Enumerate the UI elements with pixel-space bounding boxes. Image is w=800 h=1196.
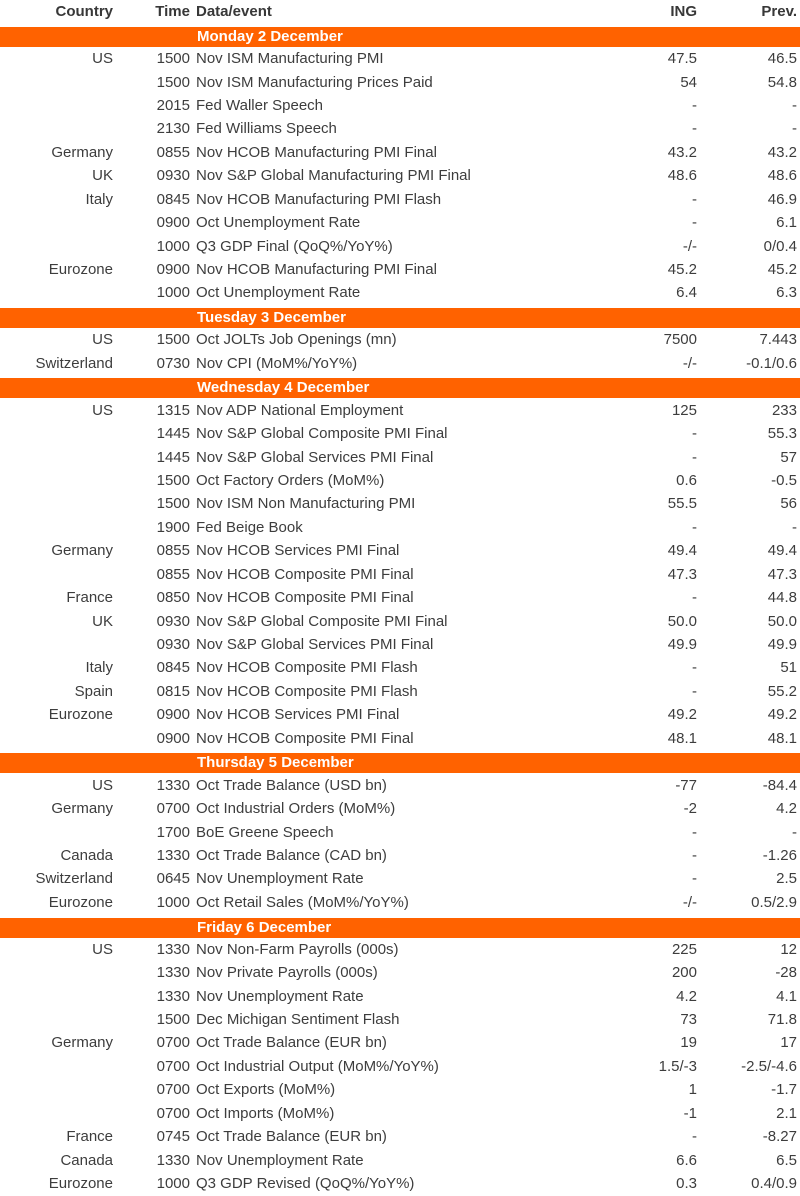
ing-forecast-cell: 49.4: [667, 542, 697, 560]
previous-value-cell: -8.27: [762, 1128, 797, 1146]
country-cell: [0, 633, 113, 656]
event-cell: Oct Exports (MoM%): [196, 1081, 336, 1099]
event-cell: Nov ISM Manufacturing PMI: [196, 50, 384, 68]
event-cell: Nov HCOB Composite PMI Flash: [196, 682, 418, 700]
time-cell: 0930: [156, 636, 190, 654]
ing-forecast-cell: -: [692, 425, 697, 443]
ing-forecast-cell: 48.1: [667, 729, 697, 747]
previous-value-cell: 48.6: [767, 167, 797, 185]
ing-forecast-cell: 7500: [663, 331, 697, 349]
event-cell: Q3 GDP Revised (QoQ%/YoY%): [196, 1175, 415, 1193]
time-cell: 1500: [156, 1011, 190, 1029]
time-cell: 0700: [156, 1057, 190, 1075]
country-cell: [0, 727, 113, 750]
calendar-row: [0, 938, 800, 961]
previous-value-cell: 55.3: [767, 425, 797, 443]
country-cell: [0, 1055, 113, 1078]
previous-value-cell: 55.2: [767, 682, 797, 700]
calendar-row: [0, 1102, 800, 1125]
calendar-row: [0, 492, 800, 515]
time-cell: 0900: [156, 729, 190, 747]
country-cell: Spain: [74, 682, 113, 700]
ing-forecast-cell: -: [692, 190, 697, 208]
ing-forecast-cell: 47.5: [667, 50, 697, 68]
previous-value-cell: -84.4: [762, 776, 797, 794]
previous-value-cell: 56: [780, 495, 797, 513]
calendar-row: [0, 516, 800, 539]
calendar-row: [0, 117, 800, 140]
country-cell: Eurozone: [48, 893, 113, 911]
time-cell: 0700: [156, 800, 190, 818]
previous-value-cell: 46.9: [767, 190, 797, 208]
previous-value-cell: -1.7: [771, 1081, 797, 1099]
time-cell: 1900: [156, 518, 190, 536]
ing-forecast-cell: -: [692, 823, 697, 841]
time-cell: 0745: [156, 1128, 190, 1146]
calendar-row: [0, 94, 800, 117]
previous-value-cell: 0/0.4: [763, 237, 797, 255]
country-cell: US: [92, 331, 113, 349]
time-cell: 1330: [156, 987, 190, 1005]
previous-value-cell: 4.1: [776, 987, 797, 1005]
previous-value-cell: -28: [775, 964, 797, 982]
ing-forecast-cell: -: [692, 870, 697, 888]
country-cell: Eurozone: [48, 261, 113, 279]
ing-forecast-cell: -77: [675, 776, 697, 794]
event-cell: Fed Waller Speech: [196, 96, 324, 114]
country-cell: Germany: [51, 800, 113, 818]
ing-forecast-cell: 48.6: [667, 167, 697, 185]
event-cell: Nov Unemployment Rate: [196, 1151, 364, 1169]
day-section-row: [0, 23, 800, 46]
previous-value-cell: 45.2: [767, 261, 797, 279]
calendar-row: [0, 867, 800, 890]
country-cell: [0, 70, 113, 93]
calendar-row: [0, 773, 800, 796]
calendar-row: [0, 727, 800, 750]
previous-value-cell: 6.5: [776, 1151, 797, 1169]
event-cell: Nov HCOB Composite PMI Flash: [196, 659, 418, 677]
event-cell: Oct Trade Balance (EUR bn): [196, 1128, 387, 1146]
calendar-row: [0, 820, 800, 843]
country-cell: UK: [92, 167, 113, 185]
day-section-header: Thursday 5 December: [0, 753, 800, 773]
calendar-row: [0, 563, 800, 586]
event-cell: Nov Unemployment Rate: [196, 987, 364, 1005]
calendar-row: [0, 234, 800, 257]
previous-value-cell: 47.3: [767, 565, 797, 583]
ing-forecast-cell: 55.5: [667, 495, 697, 513]
time-cell: 2130: [156, 120, 190, 138]
calendar-row: [0, 164, 800, 187]
ing-forecast-cell: 49.2: [667, 706, 697, 724]
calendar-row: [0, 211, 800, 234]
ing-forecast-cell: -: [692, 518, 697, 536]
calendar-row: [0, 1078, 800, 1101]
day-section-cell: [0, 23, 800, 46]
ing-forecast-cell: 73: [680, 1011, 697, 1029]
event-cell: Nov HCOB Manufacturing PMI Final: [196, 143, 437, 161]
time-cell: 0700: [156, 1034, 190, 1052]
time-cell: 0850: [156, 589, 190, 607]
calendar-row: [0, 633, 800, 656]
event-cell: Nov HCOB Composite PMI Final: [196, 589, 414, 607]
previous-value-cell: 46.5: [767, 50, 797, 68]
time-cell: 0930: [156, 612, 190, 630]
calendar-row: [0, 422, 800, 445]
day-section-row: [0, 914, 800, 937]
time-cell: 0855: [156, 542, 190, 560]
time-cell: 0730: [156, 354, 190, 372]
day-section-header: Monday 2 December: [0, 27, 800, 47]
country-cell: Germany: [51, 542, 113, 560]
column-header-ing: ING: [670, 3, 697, 21]
ing-forecast-cell: -: [692, 1128, 697, 1146]
country-cell: Italy: [85, 190, 113, 208]
calendar-row: [0, 961, 800, 984]
previous-value-cell: 0.5/2.9: [751, 893, 797, 911]
country-cell: Eurozone: [48, 706, 113, 724]
ing-forecast-cell: 4.2: [676, 987, 697, 1005]
event-cell: Fed Williams Speech: [196, 120, 337, 138]
time-cell: 0930: [156, 167, 190, 185]
time-cell: 1330: [156, 964, 190, 982]
column-header-time: Time: [155, 3, 190, 21]
country-cell: US: [92, 776, 113, 794]
ing-forecast-cell: -: [692, 846, 697, 864]
event-cell: Nov S&P Global Services PMI Final: [196, 448, 434, 466]
event-cell: Oct Imports (MoM%): [196, 1104, 335, 1122]
country-cell: Eurozone: [48, 1175, 113, 1193]
previous-value-cell: 6.1: [776, 214, 797, 232]
previous-value-cell: 233: [771, 401, 797, 419]
calendar-row: [0, 258, 800, 281]
event-cell: Fed Beige Book: [196, 518, 303, 536]
ing-forecast-cell: 6.4: [676, 284, 697, 302]
calendar-row: [0, 703, 800, 726]
time-cell: 1000: [156, 284, 190, 302]
previous-value-cell: 49.2: [767, 706, 797, 724]
event-cell: Nov S&P Global Services PMI Final: [196, 636, 434, 654]
country-cell: [0, 984, 113, 1007]
previous-value-cell: 4.2: [776, 800, 797, 818]
calendar-row: [0, 1055, 800, 1078]
calendar-row: [0, 70, 800, 93]
country-cell: Canada: [60, 846, 113, 864]
country-cell: US: [92, 50, 113, 68]
previous-value-cell: 0.4/0.9: [751, 1175, 797, 1193]
ing-forecast-cell: -: [692, 96, 697, 114]
event-cell: Oct Trade Balance (USD bn): [196, 776, 387, 794]
time-cell: 0855: [156, 565, 190, 583]
previous-value-cell: -0.1/0.6: [746, 354, 797, 372]
calendar-row: [0, 586, 800, 609]
time-cell: 1330: [156, 846, 190, 864]
previous-value-cell: -2.5/-4.6: [741, 1057, 797, 1075]
previous-value-cell: -: [792, 823, 797, 841]
previous-value-cell: 44.8: [767, 589, 797, 607]
country-cell: [0, 281, 113, 304]
previous-value-cell: 49.9: [767, 636, 797, 654]
country-cell: US: [92, 940, 113, 958]
ing-forecast-cell: 1: [688, 1081, 697, 1099]
event-cell: Oct JOLTs Job Openings (mn): [196, 331, 397, 349]
country-cell: [0, 469, 113, 492]
time-cell: 1500: [156, 471, 190, 489]
ing-forecast-cell: 45.2: [667, 261, 697, 279]
time-cell: 0855: [156, 143, 190, 161]
ing-forecast-cell: -1: [683, 1104, 697, 1122]
time-cell: 1500: [156, 495, 190, 513]
time-cell: 1445: [156, 448, 190, 466]
calendar-row: [0, 445, 800, 468]
ing-forecast-cell: 47.3: [667, 565, 697, 583]
previous-value-cell: 6.3: [776, 284, 797, 302]
ing-forecast-cell: 49.9: [667, 636, 697, 654]
calendar-row: [0, 984, 800, 1007]
time-cell: 1000: [156, 893, 190, 911]
calendar-row: [0, 680, 800, 703]
ing-forecast-cell: 54: [680, 73, 697, 91]
event-cell: Nov S&P Global Manufacturing PMI Final: [196, 167, 471, 185]
event-cell: Nov HCOB Services PMI Final: [196, 542, 400, 560]
event-cell: Oct Trade Balance (CAD bn): [196, 846, 387, 864]
event-cell: BoE Greene Speech: [196, 823, 334, 841]
day-section-row: [0, 305, 800, 328]
calendar-row: [0, 609, 800, 632]
previous-value-cell: -0.5: [771, 471, 797, 489]
event-cell: Nov HCOB Composite PMI Final: [196, 565, 414, 583]
country-cell: Italy: [85, 659, 113, 677]
column-header-country: Country: [55, 3, 113, 21]
event-cell: Oct Industrial Orders (MoM%): [196, 800, 396, 818]
time-cell: 0900: [156, 261, 190, 279]
time-cell: 1500: [156, 331, 190, 349]
country-cell: France: [66, 589, 113, 607]
event-cell: Nov Non-Farm Payrolls (000s): [196, 940, 399, 958]
time-cell: 2015: [156, 96, 190, 114]
country-cell: [0, 117, 113, 140]
calendar-row: [0, 188, 800, 211]
previous-value-cell: 43.2: [767, 143, 797, 161]
event-cell: Oct Unemployment Rate: [196, 284, 361, 302]
country-cell: [0, 820, 113, 843]
previous-value-cell: 2.1: [776, 1104, 797, 1122]
ing-forecast-cell: 43.2: [667, 143, 697, 161]
day-section-header: Wednesday 4 December: [0, 378, 800, 398]
time-cell: 0700: [156, 1081, 190, 1099]
event-cell: Oct Industrial Output (MoM%/YoY%): [196, 1057, 439, 1075]
event-cell: Nov S&P Global Composite PMI Final: [196, 612, 448, 630]
event-cell: Oct Unemployment Rate: [196, 214, 361, 232]
ing-forecast-cell: 6.6: [676, 1151, 697, 1169]
day-section-cell: [0, 375, 800, 398]
calendar-row: [0, 1125, 800, 1148]
day-section-row: [0, 375, 800, 398]
time-cell: 0900: [156, 214, 190, 232]
calendar-row: [0, 1031, 800, 1054]
country-cell: [0, 1008, 113, 1031]
event-cell: Nov Unemployment Rate: [196, 870, 364, 888]
calendar-row: [0, 141, 800, 164]
event-cell: Dec Michigan Sentiment Flash: [196, 1011, 400, 1029]
ing-forecast-cell: -/-: [682, 893, 697, 911]
time-cell: 1000: [156, 1175, 190, 1193]
country-cell: [0, 422, 113, 445]
event-cell: Nov HCOB Composite PMI Final: [196, 729, 414, 747]
time-cell: 1000: [156, 237, 190, 255]
ing-forecast-cell: -2: [683, 800, 697, 818]
time-cell: 0645: [156, 870, 190, 888]
time-cell: 0845: [156, 190, 190, 208]
calendar-row: [0, 352, 800, 375]
country-cell: [0, 1078, 113, 1101]
country-cell: [0, 211, 113, 234]
calendar-row: [0, 47, 800, 70]
ing-forecast-cell: 0.3: [676, 1175, 697, 1193]
ing-forecast-cell: 1.5/-3: [658, 1057, 697, 1075]
time-cell: 1315: [156, 401, 190, 419]
ing-forecast-cell: 125: [671, 401, 697, 419]
calendar-row: [0, 844, 800, 867]
previous-value-cell: 54.8: [767, 73, 797, 91]
event-cell: Nov HCOB Manufacturing PMI Final: [196, 261, 437, 279]
previous-value-cell: 7.443: [759, 331, 797, 349]
country-cell: Switzerland: [35, 354, 113, 372]
ing-forecast-cell: -: [692, 589, 697, 607]
event-cell: Oct Trade Balance (EUR bn): [196, 1034, 387, 1052]
previous-value-cell: -: [792, 120, 797, 138]
calendar-row: [0, 398, 800, 421]
country-cell: Germany: [51, 143, 113, 161]
previous-value-cell: 12: [780, 940, 797, 958]
event-cell: Nov ADP National Employment: [196, 401, 404, 419]
previous-value-cell: 48.1: [767, 729, 797, 747]
event-cell: Nov HCOB Services PMI Final: [196, 706, 400, 724]
day-section-cell: [0, 750, 800, 773]
previous-value-cell: 71.8: [767, 1011, 797, 1029]
ing-forecast-cell: 19: [680, 1034, 697, 1052]
time-cell: 1330: [156, 1151, 190, 1169]
calendar-row: [0, 797, 800, 820]
previous-value-cell: 49.4: [767, 542, 797, 560]
ing-forecast-cell: 225: [671, 940, 697, 958]
calendar-row: [0, 656, 800, 679]
country-cell: [0, 445, 113, 468]
country-cell: [0, 492, 113, 515]
country-cell: [0, 234, 113, 257]
previous-value-cell: -1.26: [762, 846, 797, 864]
column-header-event: Data/event: [196, 3, 272, 21]
day-section-cell: [0, 914, 800, 937]
previous-value-cell: 57: [780, 448, 797, 466]
country-cell: [0, 961, 113, 984]
country-cell: Germany: [51, 1034, 113, 1052]
table-header-row: [0, 0, 800, 23]
time-cell: 1500: [156, 50, 190, 68]
previous-value-cell: 50.0: [767, 612, 797, 630]
time-cell: 1700: [156, 823, 190, 841]
previous-value-cell: -: [792, 96, 797, 114]
time-cell: 0815: [156, 682, 190, 700]
ing-forecast-cell: 0.6: [676, 471, 697, 489]
time-cell: 0845: [156, 659, 190, 677]
country-cell: [0, 516, 113, 539]
time-cell: 1445: [156, 425, 190, 443]
country-cell: [0, 1102, 113, 1125]
country-cell: France: [66, 1128, 113, 1146]
event-cell: Q3 GDP Final (QoQ%/YoY%): [196, 237, 393, 255]
day-section-header: Friday 6 December: [0, 918, 800, 938]
day-section-cell: [0, 305, 800, 328]
country-cell: US: [92, 401, 113, 419]
ing-forecast-cell: -: [692, 448, 697, 466]
calendar-row: [0, 281, 800, 304]
country-cell: Canada: [60, 1151, 113, 1169]
calendar-row: [0, 328, 800, 351]
country-cell: [0, 563, 113, 586]
calendar-row: [0, 1172, 800, 1196]
time-cell: 1330: [156, 940, 190, 958]
event-cell: Nov ISM Non Manufacturing PMI: [196, 495, 416, 513]
event-cell: Oct Retail Sales (MoM%/YoY%): [196, 893, 409, 911]
ing-forecast-cell: -/-: [682, 354, 697, 372]
country-cell: UK: [92, 612, 113, 630]
event-cell: Nov S&P Global Composite PMI Final: [196, 425, 448, 443]
calendar-row: [0, 891, 800, 914]
previous-value-cell: 51: [780, 659, 797, 677]
event-cell: Nov HCOB Manufacturing PMI Flash: [196, 190, 442, 208]
time-cell: 0700: [156, 1104, 190, 1122]
column-header-prev: Prev.: [761, 3, 797, 21]
event-cell: Nov ISM Manufacturing Prices Paid: [196, 73, 433, 91]
ing-forecast-cell: -: [692, 120, 697, 138]
day-section-header: Tuesday 3 December: [0, 308, 800, 328]
calendar-row: [0, 539, 800, 562]
calendar-row: [0, 1148, 800, 1171]
time-cell: 1500: [156, 73, 190, 91]
ing-forecast-cell: -: [692, 659, 697, 677]
time-cell: 1330: [156, 776, 190, 794]
ing-forecast-cell: 50.0: [667, 612, 697, 630]
previous-value-cell: 2.5: [776, 870, 797, 888]
time-cell: 0900: [156, 706, 190, 724]
ing-forecast-cell: -: [692, 682, 697, 700]
country-cell: Switzerland: [35, 870, 113, 888]
country-cell: [0, 94, 113, 117]
previous-value-cell: -: [792, 518, 797, 536]
event-cell: Nov CPI (MoM%/YoY%): [196, 354, 358, 372]
calendar-row: [0, 469, 800, 492]
ing-forecast-cell: -: [692, 214, 697, 232]
ing-forecast-cell: 200: [671, 964, 697, 982]
event-cell: Oct Factory Orders (MoM%): [196, 471, 385, 489]
previous-value-cell: 17: [780, 1034, 797, 1052]
event-cell: Nov Private Payrolls (000s): [196, 964, 378, 982]
calendar-row: [0, 1008, 800, 1031]
ing-forecast-cell: -/-: [682, 237, 697, 255]
day-section-row: [0, 750, 800, 773]
